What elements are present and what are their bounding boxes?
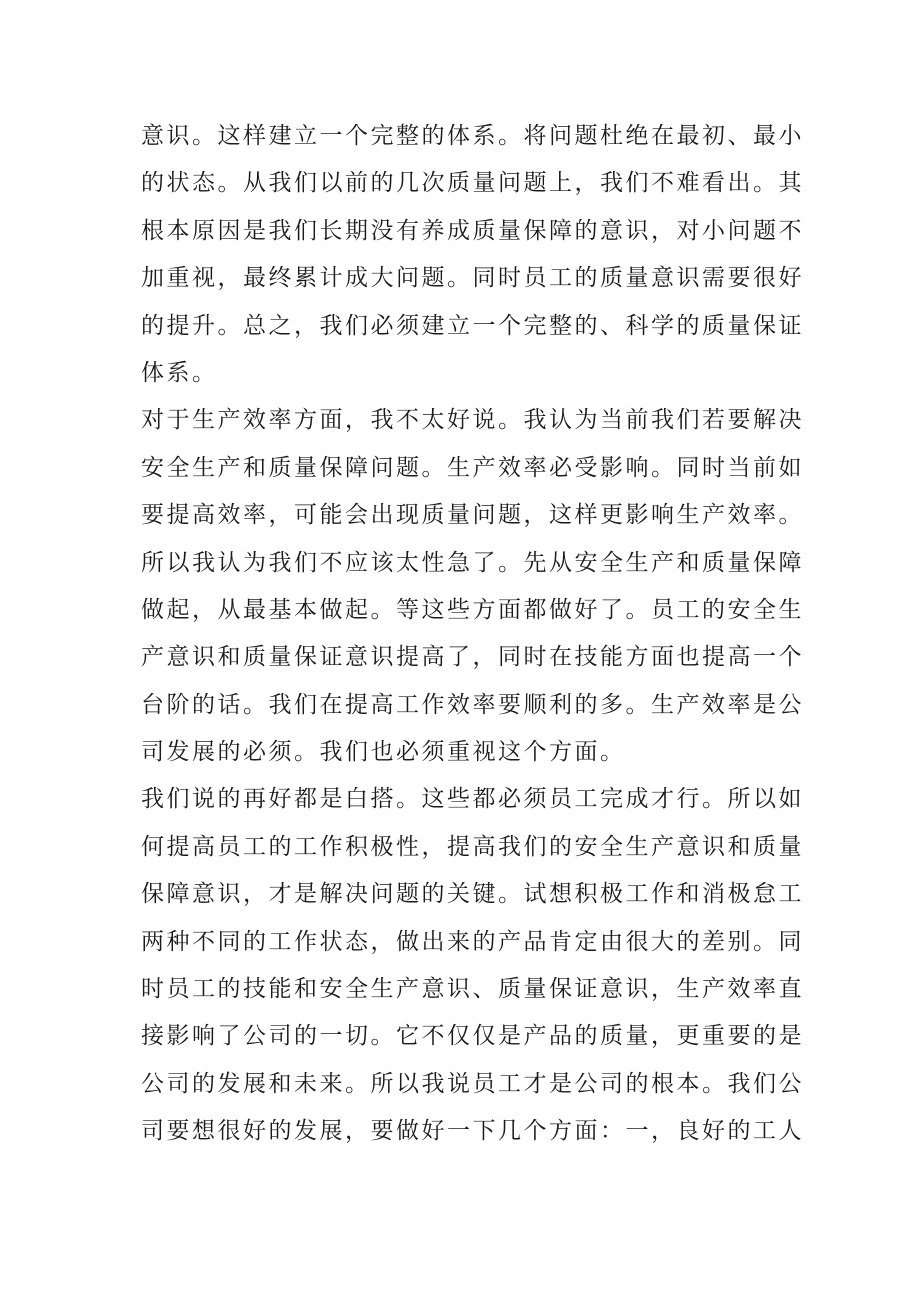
text-line: 根本原因是我们长期没有养成质量保障的意识，对小问题不: [141, 217, 804, 244]
text-line: 做起，从最基本做起。等这些方面都做好了。员工的安全生: [141, 596, 804, 623]
text-line: 两种不同的工作状态，做出来的产品肯定由很大的差别。同: [141, 928, 804, 955]
text-line: 保障意识，才是解决问题的关键。试想积极工作和消极怠工: [141, 881, 804, 908]
text-line: 所以我认为我们不应该太性急了。先从安全生产和质量保障: [141, 549, 804, 576]
text-line: 司发展的必须。我们也必须重视这个方面。: [141, 739, 626, 766]
text-line: 产意识和质量保证意识提高了，同时在技能方面也提高一个: [141, 644, 804, 671]
text-line: 司要想很好的发展，要做好一下几个方面：一，良好的工人: [141, 1118, 804, 1145]
text-line: 意识。这样建立一个完整的体系。将问题杜绝在最初、最小: [141, 123, 804, 149]
text-line: 的提升。总之，我们必须建立一个完整的、科学的质量保证: [141, 312, 804, 339]
text-line: 公司的发展和未来。所以我说员工才是公司的根本。我们公: [141, 1070, 804, 1097]
text-line: 安全生产和质量保障问题。生产效率必受影响。同时当前如: [141, 454, 804, 481]
body-text: [141, 113, 804, 1156]
text-line: 对于生产效率方面，我不太好说。我认为当前我们若要解决: [141, 407, 804, 434]
text-line: 接影响了公司的一切。它不仅仅是产品的质量，更重要的是: [141, 1023, 804, 1050]
text-line: 要提高效率，可能会出现质量问题，这样更影响生产效率。: [141, 502, 804, 529]
text-line: 台阶的话。我们在提高工作效率要顺利的多。生产效率是公: [141, 691, 804, 718]
text-line: 我们说的再好都是白搭。这些都必须员工完成才行。所以如: [141, 786, 804, 813]
text-line: 时员工的技能和安全生产意识、质量保证意识，生产效率直: [141, 976, 804, 1003]
text-line: 体系。: [141, 359, 218, 386]
text-line: 的状态。从我们以前的几次质量问题上，我们不难看出。其: [141, 170, 804, 197]
text-line: 加重视，最终累计成大问题。同时员工的质量意识需要很好: [141, 265, 804, 292]
text-line: 何提高员工的工作积极性，提高我们的安全生产意识和质量: [141, 833, 804, 860]
